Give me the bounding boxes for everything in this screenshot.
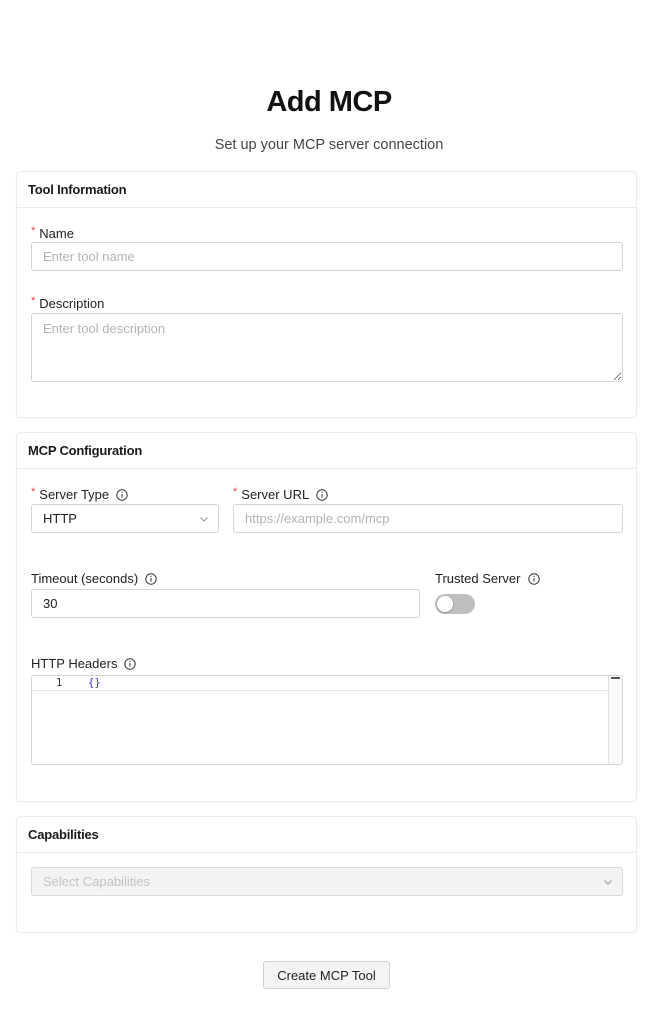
name-label-text: Name <box>39 226 74 241</box>
description-textarea[interactable] <box>31 313 623 382</box>
tool-information-header: Tool Information <box>17 172 636 208</box>
server-type-value: HTTP <box>43 511 77 526</box>
info-circle-icon[interactable] <box>116 489 128 501</box>
server-type-label <box>31 487 128 502</box>
http-headers-label <box>31 656 136 671</box>
editor-scrollbar[interactable] <box>608 676 622 764</box>
info-circle-icon[interactable] <box>316 489 328 501</box>
capabilities-header: Capabilities <box>17 817 636 853</box>
description-label <box>31 296 104 311</box>
info-circle-icon[interactable] <box>528 573 540 585</box>
required-marker: * <box>233 485 238 498</box>
required-marker: * <box>31 294 36 307</box>
name-label <box>31 226 74 241</box>
capabilities-placeholder: Select Capabilities <box>43 874 150 889</box>
chevron-down-icon <box>199 514 209 524</box>
http-headers-editor[interactable] <box>31 675 623 765</box>
timeout-label-text: Timeout (seconds) <box>31 571 139 586</box>
chevron-down-icon <box>603 877 613 887</box>
create-mcp-tool-button[interactable]: Create MCP Tool <box>263 961 390 989</box>
capabilities-select[interactable] <box>31 867 623 896</box>
required-marker: * <box>31 485 36 498</box>
page-title: Add MCP <box>266 86 392 118</box>
trusted-server-label <box>435 571 540 586</box>
mcp-configuration-header: MCP Configuration <box>17 433 636 469</box>
timeout-label <box>31 571 157 586</box>
mcp-configuration-card <box>16 432 637 802</box>
capabilities-card <box>16 816 637 933</box>
name-input[interactable] <box>31 242 623 271</box>
editor-code[interactable]: {} <box>88 677 101 689</box>
server-type-select[interactable] <box>31 504 219 533</box>
editor-scrollbar-thumb[interactable] <box>611 677 620 679</box>
http-headers-label-text: HTTP Headers <box>31 656 118 671</box>
trusted-server-toggle[interactable] <box>435 594 475 614</box>
page-subtitle: Set up your MCP server connection <box>214 137 444 153</box>
editor-line-number: 1 <box>56 677 63 689</box>
server-url-input[interactable] <box>233 504 623 533</box>
description-label-text: Description <box>39 296 105 311</box>
server-type-label-text: Server Type <box>39 487 110 502</box>
timeout-input[interactable] <box>31 589 420 618</box>
info-circle-icon[interactable] <box>145 573 157 585</box>
toggle-knob <box>437 596 453 612</box>
info-circle-icon[interactable] <box>124 658 136 670</box>
editor-active-line <box>32 676 608 691</box>
required-marker: * <box>31 224 36 237</box>
trusted-server-label-text: Trusted Server <box>435 571 521 586</box>
server-url-label <box>233 487 328 502</box>
tool-information-card <box>16 171 637 418</box>
server-url-label-text: Server URL <box>241 487 310 502</box>
